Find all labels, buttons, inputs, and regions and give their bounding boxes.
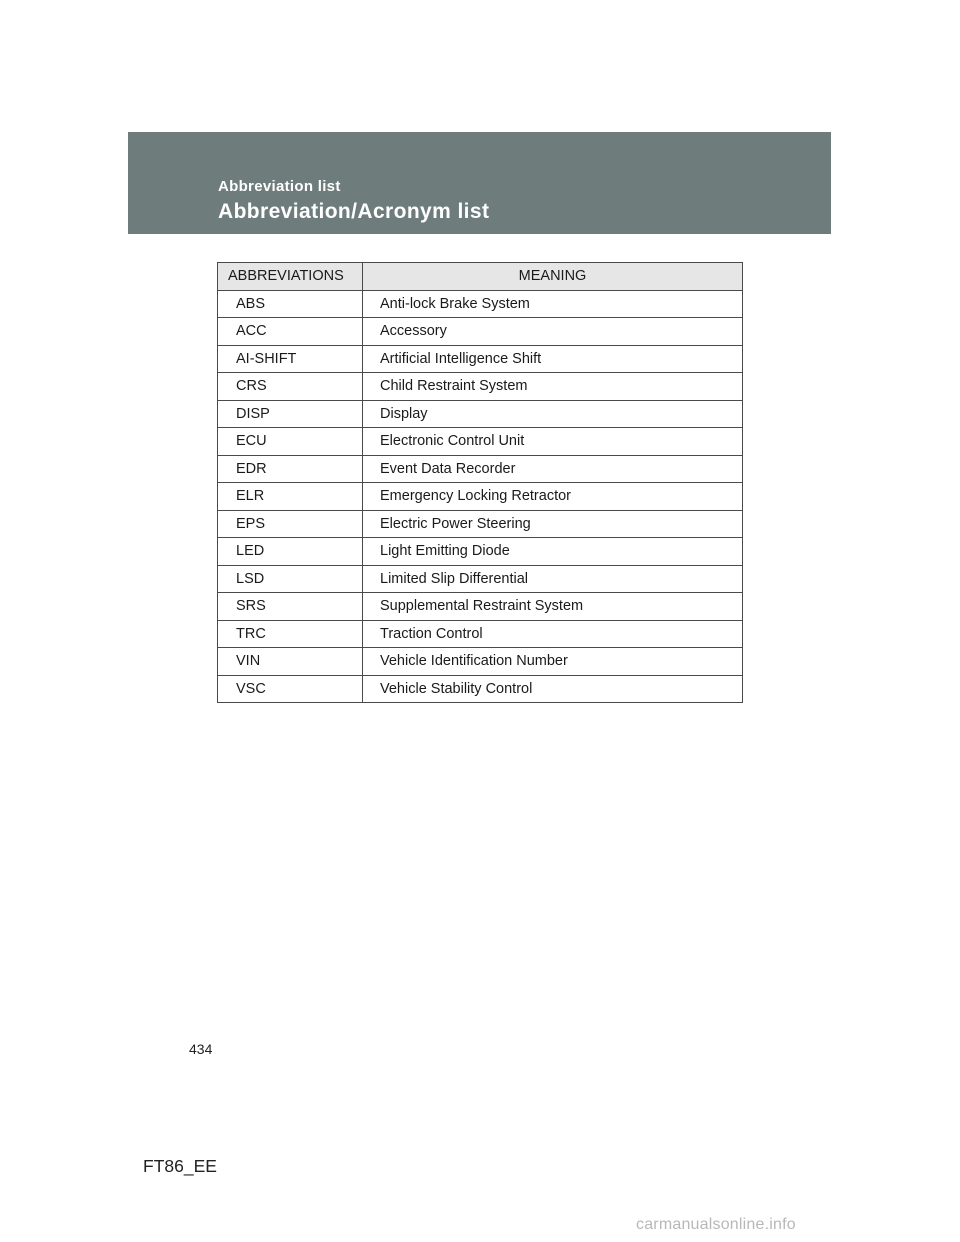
column-header-abbreviations: ABBREVIATIONS xyxy=(218,263,363,291)
table-row xyxy=(218,400,743,428)
document-code: FT86_EE xyxy=(143,1156,217,1176)
table-row xyxy=(218,510,743,538)
meaning-cell: Anti-lock Brake System xyxy=(363,290,743,318)
table-row xyxy=(218,428,743,456)
table-row xyxy=(218,290,743,318)
abbreviation-cell: VSC xyxy=(218,675,363,703)
table-row xyxy=(218,373,743,401)
section-title: Abbreviation list xyxy=(218,178,341,195)
abbreviation-cell: EPS xyxy=(218,510,363,538)
abbreviation-cell: SRS xyxy=(218,593,363,621)
abbreviation-cell: CRS xyxy=(218,373,363,401)
table-row xyxy=(218,483,743,511)
abbreviation-cell: EDR xyxy=(218,455,363,483)
meaning-cell: Vehicle Identification Number xyxy=(363,648,743,676)
abbreviation-cell: TRC xyxy=(218,620,363,648)
meaning-cell: Traction Control xyxy=(363,620,743,648)
page-number: 434 xyxy=(189,1041,213,1057)
abbreviation-cell: ACC xyxy=(218,318,363,346)
table-body xyxy=(218,290,743,703)
meaning-cell: Limited Slip Differential xyxy=(363,565,743,593)
abbreviation-table xyxy=(217,262,743,703)
meaning-cell: Accessory xyxy=(363,318,743,346)
table-row xyxy=(218,593,743,621)
meaning-cell: Electric Power Steering xyxy=(363,510,743,538)
table-row xyxy=(218,620,743,648)
table-row xyxy=(218,648,743,676)
abbreviation-cell: AI-SHIFT xyxy=(218,345,363,373)
meaning-cell: Supplemental Restraint System xyxy=(363,593,743,621)
meaning-cell: Child Restraint System xyxy=(363,373,743,401)
abbreviation-cell: VIN xyxy=(218,648,363,676)
abbreviation-cell: ABS xyxy=(218,290,363,318)
meaning-cell: Vehicle Stability Control xyxy=(363,675,743,703)
meaning-cell: Artificial Intelligence Shift xyxy=(363,345,743,373)
table-row xyxy=(218,455,743,483)
meaning-cell: Electronic Control Unit xyxy=(363,428,743,456)
abbreviation-cell: LSD xyxy=(218,565,363,593)
page-title: Abbreviation/Acronym list xyxy=(218,200,490,223)
table-header xyxy=(218,263,743,291)
meaning-cell: Event Data Recorder xyxy=(363,455,743,483)
column-header-meaning: MEANING xyxy=(363,263,743,291)
abbreviation-cell: LED xyxy=(218,538,363,566)
abbreviation-cell: DISP xyxy=(218,400,363,428)
table-row xyxy=(218,345,743,373)
meaning-cell: Emergency Locking Retractor xyxy=(363,483,743,511)
table-row xyxy=(218,318,743,346)
abbreviation-cell: ECU xyxy=(218,428,363,456)
abbreviation-cell: ELR xyxy=(218,483,363,511)
table-row xyxy=(218,675,743,703)
watermark-text: carmanualsonline.info xyxy=(636,1216,796,1233)
meaning-cell: Light Emitting Diode xyxy=(363,538,743,566)
header-band xyxy=(128,132,831,234)
table-header-row xyxy=(218,263,743,291)
table-row xyxy=(218,565,743,593)
meaning-cell: Display xyxy=(363,400,743,428)
table-row xyxy=(218,538,743,566)
